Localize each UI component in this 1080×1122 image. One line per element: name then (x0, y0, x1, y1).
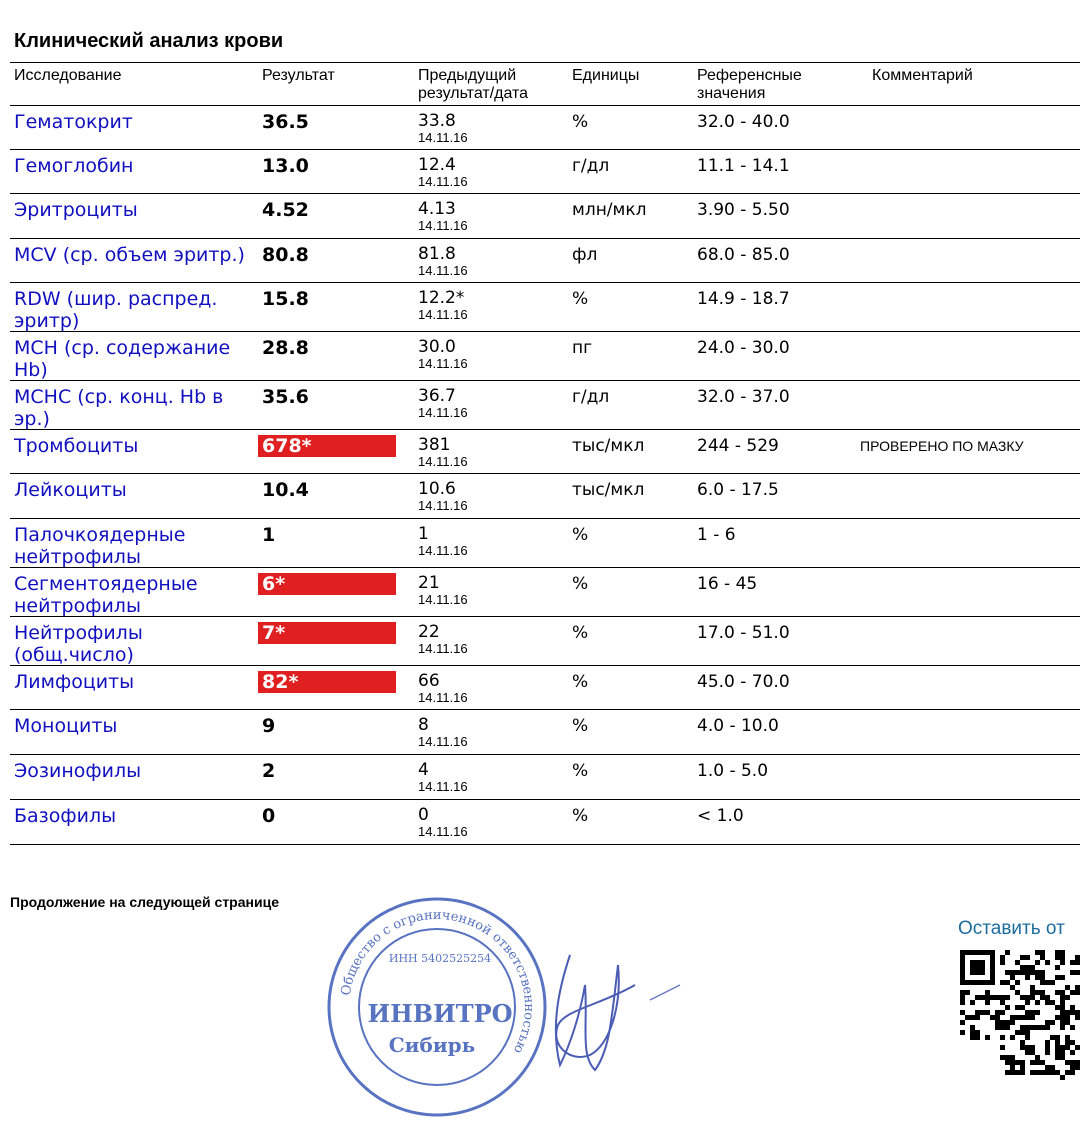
units: % (572, 672, 589, 692)
previous-result (418, 622, 468, 656)
previous-date: 14.11.16 (418, 405, 468, 420)
previous-date: 14.11.16 (418, 307, 468, 322)
table-row (10, 194, 1080, 239)
header-result: Результат (262, 67, 335, 84)
previous-date: 14.11.16 (418, 498, 468, 513)
previous-date: 14.11.16 (418, 174, 468, 189)
table-row (10, 150, 1080, 194)
previous-result (418, 199, 468, 233)
table-row (10, 617, 1080, 666)
header-comment: Комментарий (872, 67, 973, 84)
units: % (572, 761, 589, 781)
reference-range: 1 - 6 (697, 525, 736, 545)
stamp-line2: Сибирь (388, 1033, 476, 1057)
units: % (572, 112, 589, 132)
result-value: 1 (262, 524, 276, 546)
previous-value: 381 (418, 435, 451, 455)
reference-range: 4.0 - 10.0 (697, 716, 779, 736)
previous-value: 66 (418, 671, 440, 691)
previous-date: 14.11.16 (418, 779, 468, 794)
qr-code[interactable] (960, 950, 1080, 1080)
table-row (10, 755, 1080, 800)
test-name-link[interactable]: MCV (ср. объем эритр.) (14, 244, 245, 266)
previous-result (418, 671, 468, 705)
results-table (10, 62, 1080, 845)
units: % (572, 289, 589, 309)
previous-value: 21 (418, 573, 440, 593)
stamp-ring-text: Общество с ограниченной ответственностью (338, 907, 537, 1056)
previous-result (418, 386, 468, 420)
header-ref (697, 67, 802, 103)
table-row (10, 430, 1080, 474)
previous-value: 12.2* (418, 288, 465, 308)
previous-value: 30.0 (418, 337, 456, 357)
result-value: 28.8 (262, 337, 309, 359)
result-value-flagged: 678* (258, 435, 396, 457)
previous-value: 22 (418, 622, 440, 642)
comment: ПРОВЕРЕНО ПО МАЗКУ (860, 438, 1024, 454)
previous-date: 14.11.16 (418, 543, 468, 558)
previous-value: 8 (418, 715, 429, 735)
units: млн/мкл (572, 200, 647, 220)
previous-result (418, 155, 468, 189)
header-units: Единицы (572, 67, 640, 84)
table-row (10, 332, 1080, 381)
units: пг (572, 338, 593, 358)
result-value-flagged: 6* (258, 573, 396, 595)
previous-value: 1 (418, 524, 429, 544)
reference-range: 24.0 - 30.0 (697, 338, 790, 358)
header-prev (418, 67, 528, 103)
test-name-link[interactable]: MCHC (ср. конц. Hb в эр.) (14, 386, 224, 430)
previous-value: 4 (418, 760, 429, 780)
page-title: Клинический анализ крови (14, 30, 284, 52)
reference-range: 1.0 - 5.0 (697, 761, 769, 781)
previous-date: 14.11.16 (418, 641, 468, 656)
result-value: 15.8 (262, 288, 309, 310)
result-value-flagged: 82* (258, 671, 396, 693)
continue-note: Продолжение на следующей странице (10, 894, 279, 910)
previous-value: 4.13 (418, 199, 456, 219)
table-row (10, 568, 1080, 617)
previous-date: 14.11.16 (418, 263, 468, 278)
units: % (572, 525, 589, 545)
previous-value: 12.4 (418, 155, 456, 175)
previous-date: 14.11.16 (418, 356, 468, 371)
previous-value: 0 (418, 805, 429, 825)
previous-result (418, 479, 468, 513)
previous-result (418, 244, 468, 278)
company-stamp (322, 892, 552, 1122)
reference-range: 14.9 - 18.7 (697, 289, 790, 309)
reference-range: 3.90 - 5.50 (697, 200, 790, 220)
reference-range: 32.0 - 40.0 (697, 112, 790, 132)
table-row (10, 474, 1080, 519)
previous-result (418, 288, 468, 322)
result-value: 9 (262, 715, 276, 737)
previous-result (418, 573, 468, 607)
result-value: 0 (262, 805, 276, 827)
reference-range: 68.0 - 85.0 (697, 245, 790, 265)
test-name-link[interactable]: Лимфоциты (14, 671, 135, 693)
units: фл (572, 245, 598, 265)
units: % (572, 574, 589, 594)
table-header (10, 62, 1080, 106)
previous-date: 14.11.16 (418, 130, 468, 145)
reference-range: 11.1 - 14.1 (697, 156, 790, 176)
previous-result (418, 337, 468, 371)
previous-result (418, 760, 468, 794)
result-value: 10.4 (262, 479, 309, 501)
units: г/дл (572, 156, 610, 176)
table-row (10, 381, 1080, 430)
test-name-link[interactable]: Эозинофилы (14, 760, 142, 782)
units: тыс/мкл (572, 436, 645, 456)
header-prev-line2: результат/дата (418, 85, 529, 102)
table-row (10, 106, 1080, 150)
table-row (10, 710, 1080, 755)
test-name-link[interactable]: Эритроциты (14, 199, 138, 221)
previous-value: 10.6 (418, 479, 456, 499)
previous-date: 14.11.16 (418, 218, 468, 233)
previous-result (418, 524, 468, 558)
previous-value: 81.8 (418, 244, 456, 264)
header-ref-line1: Референсные (697, 67, 802, 84)
header-name: Исследование (14, 67, 122, 84)
previous-result (418, 111, 468, 145)
table-row (10, 800, 1080, 845)
units: тыс/мкл (572, 480, 645, 500)
previous-date: 14.11.16 (418, 690, 468, 705)
previous-result (418, 805, 468, 839)
table-row (10, 666, 1080, 710)
reference-range: 32.0 - 37.0 (697, 387, 790, 407)
units: % (572, 716, 589, 736)
units: г/дл (572, 387, 610, 407)
test-name-link[interactable]: Моноциты (14, 715, 118, 737)
signature (540, 945, 690, 1080)
table-body (10, 106, 1080, 845)
result-value-flagged: 7* (258, 622, 396, 644)
reference-range: 17.0 - 51.0 (697, 623, 790, 643)
previous-value: 36.7 (418, 386, 456, 406)
test-name-link[interactable]: Гемоглобин (14, 155, 134, 177)
table-row (10, 283, 1080, 332)
result-value: 2 (262, 760, 276, 782)
previous-result (418, 715, 468, 749)
reference-range: 45.0 - 70.0 (697, 672, 790, 692)
stamp-inn: ИНН 5402525254 (388, 952, 492, 965)
result-value: 80.8 (262, 244, 309, 266)
result-value: 4.52 (262, 199, 309, 221)
stamp-line1: ИНВИТРО (367, 999, 513, 1028)
reference-range: < 1.0 (697, 806, 744, 826)
previous-date: 14.11.16 (418, 824, 468, 839)
test-name-link[interactable]: Базофилы (14, 805, 117, 827)
test-name-link[interactable]: Палочкоядерные нейтрофилы (14, 524, 186, 568)
test-name-link[interactable]: Сегментоядерные нейтрофилы (14, 573, 198, 617)
header-ref-line2: значения (697, 85, 766, 102)
previous-date: 14.11.16 (418, 454, 468, 469)
test-name-link[interactable]: Гематокрит (14, 111, 133, 133)
test-name-link[interactable]: RDW (шир. распред. эритр) (14, 288, 218, 332)
test-name-link[interactable]: Нейтрофилы (общ.число) (14, 622, 143, 666)
previous-result (418, 435, 468, 469)
reference-range: 6.0 - 17.5 (697, 480, 779, 500)
result-value: 36.5 (262, 111, 309, 133)
table-row (10, 239, 1080, 283)
reference-range: 244 - 529 (697, 436, 779, 456)
header-prev-line1: Предыдущий (418, 67, 517, 84)
previous-date: 14.11.16 (418, 734, 468, 749)
leave-feedback-link[interactable]: Оставить от (958, 918, 1065, 939)
units: % (572, 806, 589, 826)
result-value: 13.0 (262, 155, 309, 177)
previous-value: 33.8 (418, 111, 456, 131)
table-row (10, 519, 1080, 568)
reference-range: 16 - 45 (697, 574, 758, 594)
test-name-link[interactable]: Лейкоциты (14, 479, 127, 501)
test-name-link[interactable]: Тромбоциты (14, 435, 139, 457)
units: % (572, 623, 589, 643)
test-name-link[interactable]: MCH (ср. содержание Hb) (14, 337, 231, 381)
previous-date: 14.11.16 (418, 592, 468, 607)
result-value: 35.6 (262, 386, 309, 408)
